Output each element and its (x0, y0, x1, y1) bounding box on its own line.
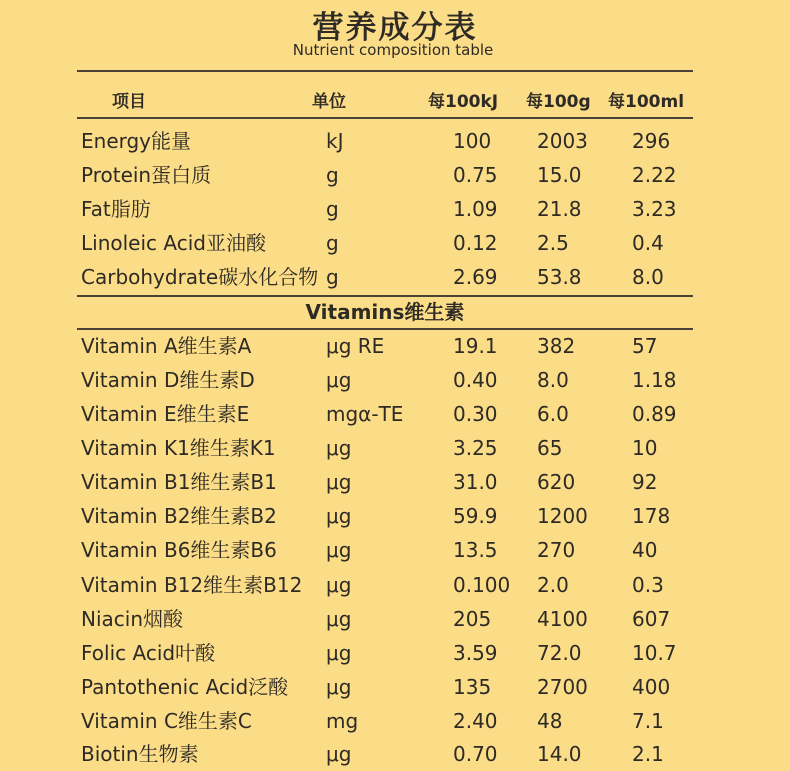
row-per-100g: 21.8 (537, 197, 582, 221)
column-header-unit: 单位 (312, 92, 346, 112)
row-name: Vitamin D维生素D (81, 368, 255, 392)
row-unit: μg (326, 538, 352, 562)
row-per-100kj: 0.12 (453, 231, 498, 255)
row-per-100kj: 13.5 (453, 538, 498, 562)
row-per-100kj: 0.75 (453, 163, 498, 187)
table-row (0, 636, 790, 670)
row-name: Vitamin K1维生素K1 (81, 436, 276, 460)
row-per-100kj: 0.70 (453, 742, 498, 766)
row-per-100g: 6.0 (537, 402, 569, 426)
row-name: Linoleic Acid亚油酸 (81, 231, 266, 255)
table-row (0, 670, 790, 704)
row-per-100g: 14.0 (537, 742, 582, 766)
row-unit: μg (326, 675, 352, 699)
row-per-100ml: 0.89 (632, 402, 677, 426)
row-name: Biotin生物素 (81, 742, 199, 766)
table-row (0, 226, 790, 260)
row-unit: μg (326, 641, 352, 665)
column-header-per-100ml: 每100ml (608, 92, 685, 112)
row-per-100kj: 0.100 (453, 573, 511, 597)
row-per-100ml: 7.1 (632, 709, 664, 733)
row-per-100ml: 10 (632, 436, 658, 460)
table-row (0, 602, 790, 636)
row-unit: mgα-TE (326, 402, 404, 426)
row-unit: μg (326, 368, 352, 392)
row-per-100g: 72.0 (537, 641, 582, 665)
top-rule (77, 70, 693, 72)
row-name: Carbohydrate碳水化合物 (81, 265, 319, 289)
row-per-100kj: 19.1 (453, 334, 498, 358)
row-name: Folic Acid叶酸 (81, 641, 216, 665)
row-per-100g: 270 (537, 538, 576, 562)
row-per-100ml: 57 (632, 334, 658, 358)
row-name: Vitamin C维生素C (81, 709, 252, 733)
row-unit: g (326, 163, 339, 187)
row-per-100ml: 178 (632, 504, 671, 528)
table-row (0, 124, 790, 158)
row-name: Vitamin E维生素E (81, 402, 250, 426)
row-per-100kj: 0.40 (453, 368, 498, 392)
column-header-per-100g: 每100g (526, 92, 591, 112)
row-unit: μg (326, 573, 352, 597)
table-row (0, 397, 790, 431)
row-per-100ml: 607 (632, 607, 671, 631)
row-per-100ml: 40 (632, 538, 658, 562)
row-per-100g: 53.8 (537, 265, 582, 289)
row-per-100g: 1200 (537, 504, 588, 528)
row-unit: μg (326, 436, 352, 460)
row-name: Vitamin B12维生素B12 (81, 573, 303, 597)
table-row (0, 431, 790, 465)
row-name: Vitamin B6维生素B6 (81, 538, 277, 562)
row-per-100g: 4100 (537, 607, 588, 631)
table-row (0, 363, 790, 397)
row-per-100ml: 1.18 (632, 368, 677, 392)
row-name: Vitamin B1维生素B1 (81, 470, 277, 494)
row-per-100kj: 59.9 (453, 504, 498, 528)
table-row (0, 533, 790, 567)
header-rule (77, 117, 693, 119)
row-per-100kj: 135 (453, 675, 492, 699)
row-per-100kj: 3.59 (453, 641, 498, 665)
table-row (0, 499, 790, 533)
row-unit: g (326, 265, 339, 289)
row-name: Protein蛋白质 (81, 163, 212, 187)
row-per-100g: 620 (537, 470, 576, 494)
row-per-100g: 65 (537, 436, 563, 460)
row-per-100ml: 400 (632, 675, 671, 699)
row-per-100kj: 100 (453, 129, 492, 153)
table-row (0, 465, 790, 499)
row-per-100kj: 1.09 (453, 197, 498, 221)
row-name: Energy能量 (81, 129, 192, 153)
table-row (0, 329, 790, 363)
row-name: Niacin烟酸 (81, 607, 184, 631)
row-per-100ml: 8.0 (632, 265, 664, 289)
row-per-100g: 382 (537, 334, 576, 358)
row-per-100g: 48 (537, 709, 563, 733)
row-unit: μg RE (326, 334, 385, 358)
column-header-item: 项目 (112, 92, 146, 112)
row-per-100kj: 0.30 (453, 402, 498, 426)
row-per-100ml: 2.22 (632, 163, 677, 187)
row-unit: μg (326, 742, 352, 766)
table-row (0, 568, 790, 602)
table-row (0, 704, 790, 738)
row-unit: g (326, 197, 339, 221)
row-name: Vitamin B2维生素B2 (81, 504, 277, 528)
row-unit: μg (326, 504, 352, 528)
table-row (0, 192, 790, 226)
row-per-100kj: 31.0 (453, 470, 498, 494)
row-per-100kj: 2.69 (453, 265, 498, 289)
row-per-100g: 8.0 (537, 368, 569, 392)
row-name: Fat脂肪 (81, 197, 151, 221)
table-row (0, 260, 790, 294)
row-per-100ml: 2.1 (632, 742, 664, 766)
row-per-100kj: 2.40 (453, 709, 498, 733)
row-per-100g: 2.0 (537, 573, 569, 597)
row-per-100g: 2.5 (537, 231, 569, 255)
row-per-100ml: 10.7 (632, 641, 677, 665)
row-unit: μg (326, 607, 352, 631)
table-row (0, 737, 790, 771)
table-row (0, 158, 790, 192)
page-subtitle: Nutrient composition table (292, 41, 494, 59)
row-name: Pantothenic Acid泛酸 (81, 675, 289, 699)
row-per-100kj: 205 (453, 607, 492, 631)
row-unit: g (326, 231, 339, 255)
row-per-100g: 2700 (537, 675, 588, 699)
row-per-100ml: 3.23 (632, 197, 677, 221)
row-name: Vitamin A维生素A (81, 334, 252, 358)
row-unit: μg (326, 470, 352, 494)
row-unit: kJ (326, 129, 344, 153)
row-per-100ml: 92 (632, 470, 658, 494)
row-per-100kj: 3.25 (453, 436, 498, 460)
row-per-100ml: 296 (632, 129, 671, 153)
row-per-100ml: 0.4 (632, 231, 664, 255)
column-header-per-100kj: 每100kJ (428, 92, 499, 112)
row-per-100ml: 0.3 (632, 573, 664, 597)
vitamins-section-title: Vitamins维生素 (305, 300, 465, 324)
page-title: 营养成分表 (312, 10, 478, 46)
row-per-100g: 2003 (537, 129, 588, 153)
row-per-100g: 15.0 (537, 163, 582, 187)
row-unit: mg (326, 709, 359, 733)
